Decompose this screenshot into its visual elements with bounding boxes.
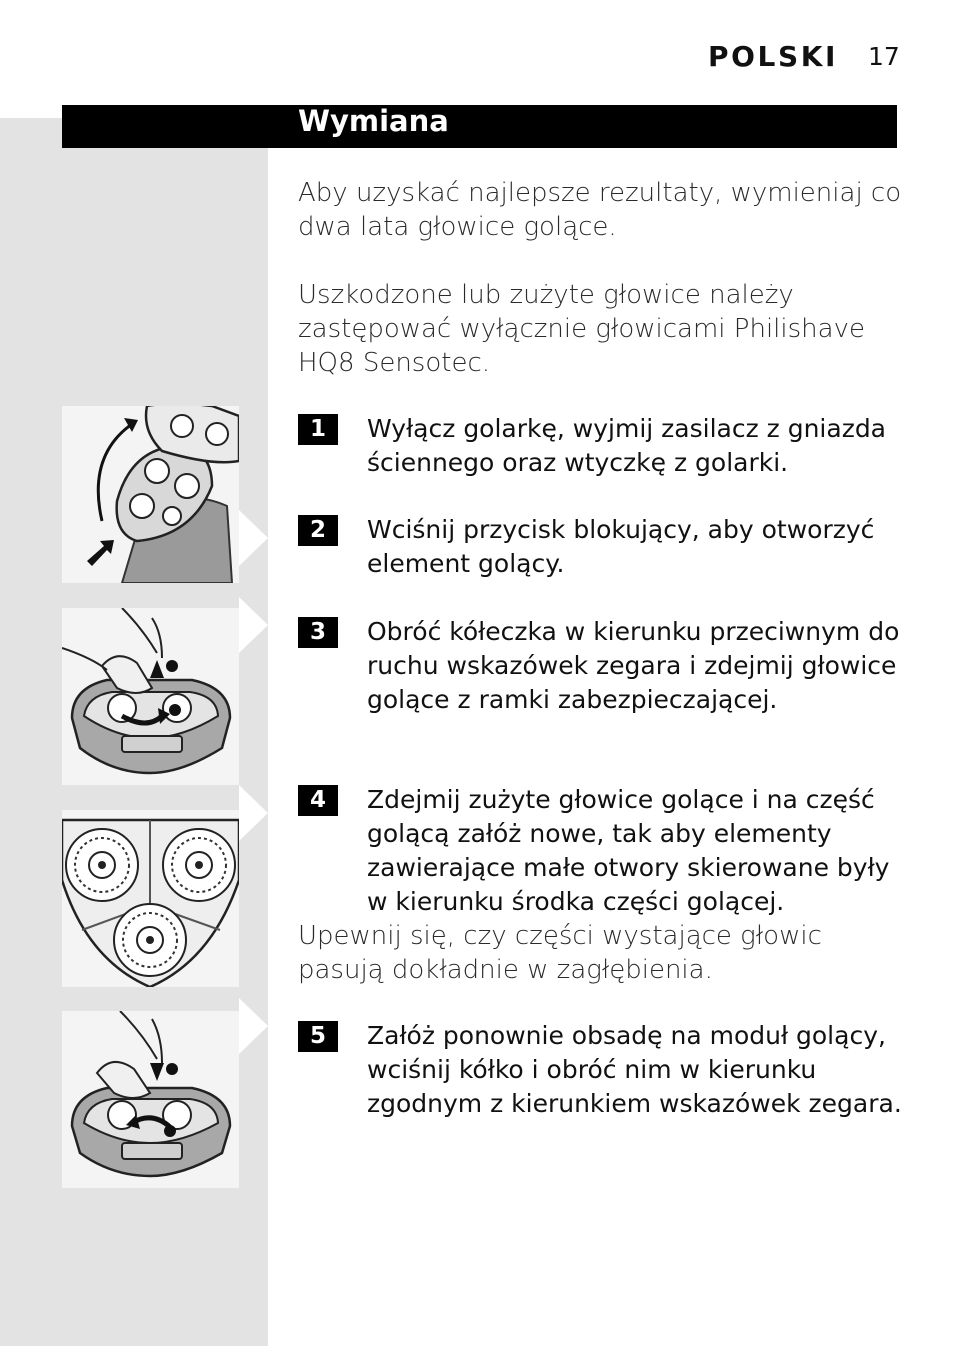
page-number: 17 (868, 42, 900, 71)
illustration-pointer-4 (239, 998, 268, 1054)
illustration-reassemble (62, 1011, 239, 1188)
step-5-number: 5 (298, 1021, 338, 1052)
illustration-open-shaver (62, 406, 239, 583)
step-1-number: 1 (298, 414, 338, 445)
intro-paragraph-2: Uszkodzone lub zużyte głowice należy zastępować wyłącznie głowicami Philishave HQ8 Sensotec. (298, 280, 865, 378)
step-4-text: Zdejmij zużyte głowice golące i na część golącą załóż nowe, tak aby elementy zawierające małe otwory skierowane były w kierunku środka części golącej. (367, 785, 890, 916)
step-2-text: Wciśnij przycisk blokujący, aby otworzyć element golący. (367, 515, 875, 578)
illustration-remove-heads (62, 608, 239, 785)
section-title-bar (62, 105, 897, 148)
step-1-text: Wyłącz golarkę, wyjmij zasilacz z gniazda ściennego oraz wtyczkę z golarki. (367, 414, 887, 477)
step-3-number: 3 (298, 617, 338, 648)
step-4-note: Upewnij się, czy części wystające głowic pasują dokładnie w zagłębienia. (298, 921, 822, 985)
illustration-pointer-2 (239, 597, 268, 653)
step-4-number: 4 (298, 785, 338, 816)
step-3-text: Obróć kółeczka w kierunku przeciwnym do ruchu wskazówek zegara i zdejmij głowice golące z ramki zabezpieczającej. (367, 617, 900, 714)
step-5-text: Załóż ponownie obsadę na moduł golący, wciśnij kółko i obróć nim w kierunku zgodnym z kierunkiem wskazówek zegara. (367, 1021, 902, 1118)
illustration-pointer-1 (239, 510, 268, 566)
step-2-number: 2 (298, 515, 338, 546)
section-title: Wymiana (298, 104, 449, 138)
language-label: POLSKI (708, 40, 839, 73)
illustration-shaving-heads (62, 810, 239, 987)
intro-paragraph-1: Aby uzyskać najlepsze rezultaty, wymieniaj co dwa lata głowice golące. (298, 178, 902, 242)
illustration-pointer-3 (239, 785, 268, 841)
